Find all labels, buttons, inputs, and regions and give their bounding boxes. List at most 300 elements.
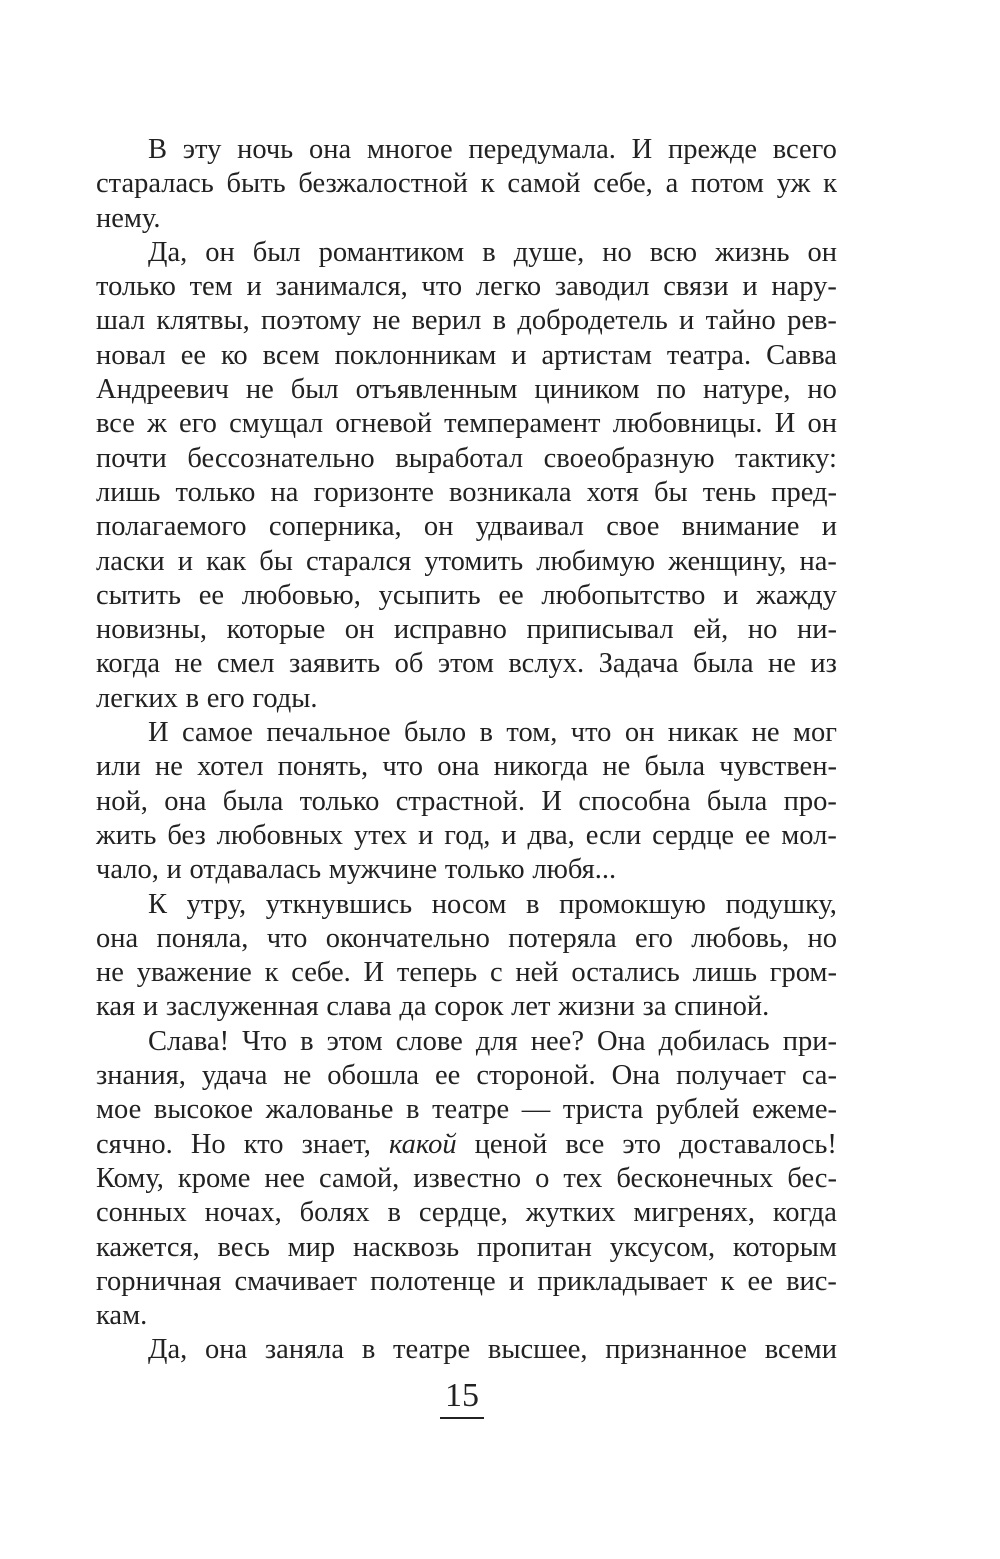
word: или xyxy=(96,751,141,783)
word: уж xyxy=(776,168,811,200)
word: ежеме- xyxy=(752,1094,837,1126)
word: шал xyxy=(96,305,146,337)
word: об xyxy=(394,648,424,680)
word: нее? xyxy=(530,1025,584,1057)
word: год, xyxy=(444,819,491,851)
word: пропитан xyxy=(476,1231,592,1263)
word: подушку, xyxy=(725,888,837,920)
word: тайно xyxy=(705,305,776,337)
word: занимался, xyxy=(275,271,408,303)
word: окончательно xyxy=(325,922,490,954)
word: заводил xyxy=(554,271,650,303)
word: по xyxy=(656,374,686,406)
word: пред- xyxy=(771,476,837,508)
word: свое xyxy=(606,511,660,543)
word: но xyxy=(807,374,837,406)
page-number-underline xyxy=(440,1417,484,1419)
word: эту xyxy=(182,134,222,165)
word: са- xyxy=(801,1060,837,1092)
word: И xyxy=(774,408,796,440)
word: прикладывает xyxy=(537,1265,708,1297)
word: любовницы. xyxy=(612,408,763,440)
word: связи xyxy=(663,271,729,303)
word: способна xyxy=(578,785,691,817)
word: всего xyxy=(772,134,837,165)
word: высокое xyxy=(153,1094,254,1126)
word: известно xyxy=(413,1162,522,1194)
word: выработал xyxy=(395,442,524,474)
word: ее xyxy=(747,1265,773,1297)
word: ной, xyxy=(96,785,148,817)
word: все xyxy=(565,1128,605,1160)
word: ж xyxy=(147,408,167,440)
word: была xyxy=(644,751,706,783)
word: внимание xyxy=(681,511,800,543)
word: Что xyxy=(242,1025,288,1057)
word: была xyxy=(222,785,284,817)
word: слове xyxy=(395,1025,463,1057)
word: самой, xyxy=(318,1162,400,1194)
text-line xyxy=(96,476,837,510)
text-line xyxy=(96,545,837,579)
word: И xyxy=(363,957,385,989)
word: не xyxy=(768,648,796,680)
word: в xyxy=(479,717,493,749)
word: добилась xyxy=(658,1025,770,1057)
word: но xyxy=(602,236,632,268)
word: тактику: xyxy=(735,442,837,474)
word: хотя xyxy=(586,476,639,508)
word: любопытство xyxy=(541,579,706,611)
word: признанное xyxy=(605,1334,747,1366)
word: заняла xyxy=(264,1334,345,1366)
word: к xyxy=(480,168,495,200)
word: любовь, xyxy=(691,922,790,954)
word: ни- xyxy=(796,614,837,646)
text-line xyxy=(96,1196,837,1230)
word: ее xyxy=(498,579,524,611)
word: верил xyxy=(411,305,482,337)
word: легко xyxy=(475,271,542,303)
word: женщину, xyxy=(668,545,787,577)
word: Но xyxy=(190,1128,226,1160)
word: полагаемого xyxy=(96,511,247,543)
word: ее xyxy=(198,579,224,611)
word: утомить xyxy=(424,545,524,577)
word: к xyxy=(823,168,837,200)
word: в xyxy=(185,682,200,714)
word: весь xyxy=(217,1231,270,1263)
word: в xyxy=(482,236,496,268)
text-line xyxy=(96,1299,837,1333)
word: не xyxy=(245,374,274,406)
text-line xyxy=(96,1265,837,1299)
word: стороной. xyxy=(476,1060,596,1092)
word: лет xyxy=(511,991,551,1023)
word: ночах, xyxy=(204,1197,282,1229)
word: смущал xyxy=(229,408,324,440)
word: И xyxy=(148,717,169,749)
word: уксусом, xyxy=(609,1231,716,1263)
word: своеобразную xyxy=(543,442,715,474)
word: и xyxy=(742,271,758,303)
word: была xyxy=(693,648,754,680)
word: Да, xyxy=(148,236,188,268)
word: любовных xyxy=(216,819,344,851)
word: к xyxy=(264,957,279,989)
word: знания, xyxy=(96,1060,186,1092)
word: И xyxy=(541,785,562,817)
text-line xyxy=(96,202,837,236)
word: прежде xyxy=(668,134,757,165)
text-line xyxy=(96,1162,837,1196)
word: он xyxy=(807,408,837,440)
word: добродетель xyxy=(517,305,668,337)
text-line xyxy=(96,1093,837,1127)
word: душе, xyxy=(513,236,585,268)
word: Она xyxy=(597,1025,646,1057)
word: жалованье xyxy=(265,1094,394,1126)
text-line xyxy=(96,579,837,613)
text-line xyxy=(96,167,837,201)
page-number: 15 xyxy=(445,1377,479,1414)
word: высшее, xyxy=(487,1334,588,1366)
text-line xyxy=(96,304,837,338)
word: лишь xyxy=(692,957,757,989)
word: его xyxy=(635,922,673,954)
word: бы xyxy=(653,476,688,508)
word: самое xyxy=(182,717,253,749)
word: И xyxy=(631,134,653,165)
word: мог xyxy=(792,717,837,749)
word: теперь xyxy=(396,957,478,989)
word: триста xyxy=(562,1094,644,1126)
word: ее xyxy=(744,819,771,851)
word: жажду xyxy=(756,579,837,611)
text-line xyxy=(96,990,837,1024)
word: мол- xyxy=(781,819,837,851)
word: она xyxy=(204,1334,248,1366)
word: и xyxy=(177,545,194,577)
word: К xyxy=(148,888,168,920)
word: ласки xyxy=(96,545,165,577)
word: она xyxy=(164,785,207,817)
word: отдавалась xyxy=(189,854,322,886)
word: смачивает xyxy=(234,1265,357,1297)
word: что xyxy=(421,271,463,303)
word: и xyxy=(501,819,517,851)
word: и xyxy=(508,1265,525,1297)
word: не xyxy=(283,1060,312,1092)
word: романтиком xyxy=(318,236,465,268)
text-line xyxy=(96,853,837,887)
word: не xyxy=(751,717,780,749)
word: кроме xyxy=(177,1162,251,1194)
word: ей, xyxy=(693,614,729,646)
word: с xyxy=(489,957,503,989)
word: удваивал xyxy=(475,511,584,543)
word: спиной. xyxy=(674,991,770,1023)
word: страстной. xyxy=(395,785,526,817)
word: и xyxy=(142,991,159,1023)
word: усыпить xyxy=(378,579,481,611)
word: полотенце xyxy=(370,1265,496,1297)
word: кая xyxy=(96,991,136,1023)
word: поклонникам xyxy=(334,339,497,371)
word: только xyxy=(96,271,176,303)
text-line xyxy=(96,442,837,476)
word: потом xyxy=(691,168,764,200)
word: этом xyxy=(326,1025,383,1057)
word: не xyxy=(174,648,203,680)
word: но xyxy=(807,922,837,954)
word: сердце, xyxy=(418,1197,508,1229)
word: он xyxy=(807,236,837,268)
word: кажется, xyxy=(96,1231,200,1263)
word: темперамент xyxy=(444,408,601,440)
word: болях xyxy=(299,1197,370,1229)
word: смел xyxy=(216,648,275,680)
word: только xyxy=(299,785,380,817)
word: получает xyxy=(676,1060,786,1092)
word: вслух. xyxy=(508,648,585,680)
word: жизнь xyxy=(715,236,790,268)
word: театра. xyxy=(666,339,752,371)
word: о xyxy=(535,1162,550,1194)
text-line xyxy=(96,270,837,304)
word: к xyxy=(720,1265,735,1297)
word: самой xyxy=(507,168,581,200)
text-line xyxy=(96,407,837,441)
word: сорок xyxy=(434,991,504,1023)
text-line xyxy=(96,956,837,990)
text-line xyxy=(96,236,837,270)
word: легких xyxy=(96,682,178,714)
word: бес- xyxy=(787,1162,837,1194)
word: исправно xyxy=(393,614,507,646)
word: промокшую xyxy=(559,888,706,920)
word: без xyxy=(167,819,206,851)
word: что xyxy=(382,751,424,783)
word: только xyxy=(444,854,525,886)
word: носом xyxy=(431,888,507,920)
word: он xyxy=(423,511,454,543)
word: слава xyxy=(326,991,392,1023)
word: насквозь xyxy=(352,1231,460,1263)
word: про- xyxy=(783,785,837,817)
word: был xyxy=(252,236,301,268)
text-line xyxy=(96,133,837,167)
word: он xyxy=(205,236,235,268)
word: она xyxy=(96,922,139,954)
word: сячно. xyxy=(96,1128,173,1160)
word: что xyxy=(266,922,308,954)
word: нее xyxy=(264,1162,305,1194)
word: хотел xyxy=(197,751,264,783)
word: и xyxy=(821,511,837,543)
text-line xyxy=(96,922,837,956)
text-line xyxy=(96,716,837,750)
word: уважение xyxy=(136,957,252,989)
word: всем xyxy=(262,339,320,371)
word: которые xyxy=(226,614,326,646)
word: заявить xyxy=(288,648,381,680)
word: Она xyxy=(611,1060,661,1092)
word: в xyxy=(300,1025,314,1057)
word: кам. xyxy=(96,1300,148,1332)
word: мигренях, xyxy=(633,1197,755,1229)
word: для xyxy=(475,1025,518,1057)
word: себе, xyxy=(593,168,653,200)
word: жутких xyxy=(525,1197,616,1229)
word: рев- xyxy=(787,305,837,337)
text-line xyxy=(96,819,837,853)
word: поняла, xyxy=(156,922,249,954)
word: если xyxy=(585,819,642,851)
word: в xyxy=(361,1334,376,1366)
word: бы xyxy=(259,545,293,577)
word: нему. xyxy=(96,202,161,234)
word: и xyxy=(511,339,527,371)
word: потеряла xyxy=(508,922,617,954)
word: при- xyxy=(782,1025,837,1057)
word: да xyxy=(399,991,427,1023)
word: театре xyxy=(432,1094,510,1126)
word: уткнувшись xyxy=(265,888,413,920)
word: обошла xyxy=(327,1060,420,1092)
word: на xyxy=(270,476,299,508)
word: театре xyxy=(393,1334,471,1366)
word: Кому, xyxy=(96,1162,164,1194)
word: старался xyxy=(305,545,412,577)
word: ко xyxy=(221,339,248,371)
text-line xyxy=(96,613,837,647)
word: он xyxy=(344,614,375,646)
word: старалась xyxy=(96,168,214,200)
word: лишь xyxy=(96,476,161,508)
word: когда xyxy=(96,648,161,680)
word: любовью, xyxy=(241,579,361,611)
word: ночь xyxy=(237,134,294,165)
word: соперника, xyxy=(268,511,402,543)
word: Да, xyxy=(148,1334,188,1366)
word: бессознательно xyxy=(187,442,375,474)
word: и xyxy=(679,305,695,337)
word: ценой xyxy=(474,1128,548,1160)
word: Задача xyxy=(598,648,679,680)
word: никак xyxy=(667,717,739,749)
word: мир xyxy=(287,1231,336,1263)
word: его xyxy=(179,408,217,440)
word: кто xyxy=(243,1128,284,1160)
word: Савва xyxy=(766,339,837,371)
word: знает, xyxy=(301,1128,371,1160)
word: и xyxy=(723,579,739,611)
word: Слава! xyxy=(148,1025,230,1057)
word: это xyxy=(622,1128,661,1160)
text-line xyxy=(96,1333,837,1367)
text-line xyxy=(96,647,837,681)
text-line xyxy=(96,1059,837,1093)
word: все xyxy=(96,408,135,440)
body-text xyxy=(96,133,837,1368)
word: мое xyxy=(96,1094,142,1126)
word: когда xyxy=(772,1197,837,1229)
word: была xyxy=(706,785,768,817)
word: печальное xyxy=(266,717,391,749)
word: ней xyxy=(515,957,559,989)
word: не xyxy=(602,751,631,783)
word: поэтому xyxy=(261,305,362,337)
word: и xyxy=(418,819,434,851)
word: которым xyxy=(732,1231,837,1263)
word: что xyxy=(570,717,612,749)
word: горизонте xyxy=(313,476,434,508)
word: натуре, xyxy=(702,374,791,406)
word: никогда xyxy=(493,751,589,783)
word: годы. xyxy=(252,682,318,714)
word: удача xyxy=(201,1060,268,1092)
word: рублей xyxy=(655,1094,740,1126)
text-line xyxy=(96,1231,837,1265)
word: этом xyxy=(437,648,494,680)
word: из xyxy=(810,648,837,680)
word: сытить xyxy=(96,579,181,611)
word: огневой xyxy=(335,408,432,440)
word: нару- xyxy=(771,271,837,303)
word: приписывал xyxy=(526,614,674,646)
word: всю xyxy=(649,236,697,268)
word: новизны, xyxy=(96,614,207,646)
word: два, xyxy=(527,819,575,851)
word: остались xyxy=(571,957,680,989)
text-line xyxy=(96,750,837,784)
word: жизни xyxy=(558,991,635,1023)
word: ее xyxy=(180,339,207,371)
word: безжалостной xyxy=(298,168,468,200)
word: горничная xyxy=(96,1265,222,1297)
word: она xyxy=(308,134,352,165)
word: многое xyxy=(366,134,453,165)
text-line xyxy=(96,339,837,373)
text-line xyxy=(96,888,837,922)
text-line xyxy=(96,785,837,819)
word: вис- xyxy=(786,1265,837,1297)
text-line xyxy=(96,682,837,716)
word: любя... xyxy=(532,854,617,886)
word: и xyxy=(246,271,262,303)
word: В xyxy=(148,134,168,165)
word: утру, xyxy=(186,888,247,920)
word: был xyxy=(290,374,339,406)
text-line xyxy=(96,373,837,407)
word: сонных xyxy=(96,1197,187,1229)
word: на- xyxy=(799,545,837,577)
word: клятвы, xyxy=(156,305,250,337)
word: понять, xyxy=(277,751,369,783)
word: в xyxy=(405,1094,420,1126)
word: — xyxy=(521,1094,551,1126)
word: доставалось! xyxy=(679,1128,837,1160)
word: не xyxy=(372,305,401,337)
word: заслуженная xyxy=(165,991,319,1023)
word: было xyxy=(403,717,467,749)
word: передумала. xyxy=(468,134,616,165)
word: быть xyxy=(226,168,286,200)
word: тень xyxy=(702,476,757,508)
word: артистам xyxy=(541,339,652,371)
word: сердце xyxy=(652,819,735,851)
